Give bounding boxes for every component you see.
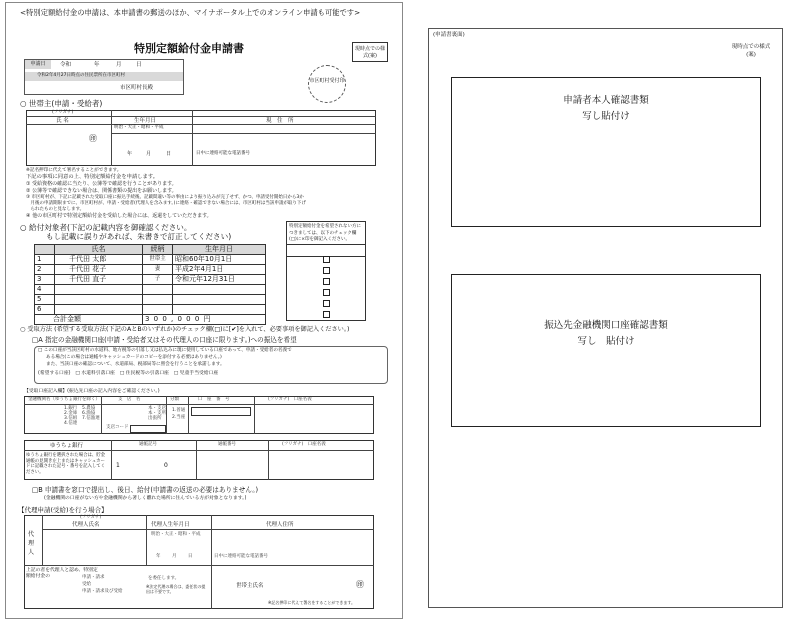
application-form-back [428,28,783,608]
bank-box-title: 振込先金融機関口座確認書類 [544,320,668,331]
recipient-row: 2 千代田 花子 妻 平成2年4月1日 [35,265,266,275]
branch-code-label: 支店コード [106,425,129,430]
decline-checkbox-4[interactable] [323,289,330,296]
bank-account-heading: 【受取口座記入欄】(振込先口座の記入内容をご確認ください。) [24,389,160,394]
option-b-counter[interactable]: □B 申請書を窓口で提出し、後日、給付(申請書の返送の必要はありません。) [32,486,259,494]
proxy-address-label: 代理人住所 [266,522,294,528]
household-head-table [26,110,376,166]
total-row [35,315,266,325]
proxy-name-label: 代理人氏名 [72,522,100,528]
recipients-heading: ○ 給付対象者(下記の記載内容を御確認ください。 [20,223,192,232]
receive-method-heading: ○ 受取方法 (希望する受取方法(下記のAとBのいずれか)のチェック欄(□)に[✔]を入れて、必要事項を御記入ください。) [20,326,350,333]
online-notice: <特別定額給付金の申請は、本申請書の郵送のほか、マイナポータル上でのオンライン申請も可能です> [20,8,361,17]
yucho-label: ゆうちょ銀行 [50,443,84,449]
preferred-account-choices[interactable]: (希望する口座) □ 水道料引落口座 □ 住民税等の引落口座 □ 児童手当受給口座 [38,371,219,376]
bank-box-subtitle: 写し 貼付け [577,336,635,347]
account-number-input[interactable] [191,407,251,416]
back-caption: (申請書裏面) [433,32,465,38]
decline-checkbox-2[interactable] [323,267,330,274]
id-document-paste-area [451,77,761,227]
recipient-row: 3 千代田 直子 子 令和元年12月31日 [35,275,266,285]
decline-checkbox-3[interactable] [323,278,330,285]
decline-checkbox-5[interactable] [323,300,330,307]
mayor-addressee: 市区町村長殿 [120,85,154,91]
head-birth-label: 生年月日 [134,118,157,124]
head-section-heading: ○ 世帯主(申請・受給者) [20,99,103,108]
total-label: 合計金額 [35,315,143,325]
id-box-subtitle: 写し貼付け [582,111,630,122]
id-box-title: 申請者本人確認書類 [563,95,649,106]
application-form-front: <特別定額給付金の申請は、本申請書の郵送のほか、マイナポータル上でのオンライン申請も可能です> 特別定額給付金申請書 現時点での様式(案) 申請日 令和 年 月 日 令和2年4月27日時点の住民票所在市区町村 市区町村長殿 市区町村受付印 ○ 世帯主(申請・受給者) (フリガナ) 氏 名 生年月日 現 住 所 明治・大正・昭和・平成 ㊞ 年 月 日 日中に連絡可能な電話番号 ※記名押印に代えて署名することができます。 下記の事項に同意の上、特別定額給付金を申請します。 ① 受給資格の確認に当たり、公簿等で確認を行うことがあります。 ② 公簿等で確認できない場合は、関係書類の提出をお願いします。 ③ 市区町村が、下記に記載された受取口座に振込手続後、記載間違い等の事由により振り込みが完了せず、かつ、申請受付開始日から3か 月後の申請期限までに、市区町村が、申請・受給者(代理人を含みます。)に連絡・確認できない場合には、市区町村は当該申請が取り下げ られたものと見なします。 ④ 他の市区町村で特別定額給付金を受給した場合には、返還をしていただきます。 ○ 給付対象者(下記の記載内容を御確認ください。 もし記載に誤りがあれば、朱書きで訂正してください) 特別定額給付金を希望されない方につきましては、以下のチェック欄(□)に×印を御記入ください。 氏名 続柄 生年月日 1 千代田 太郎 世帯主 昭和60年10月1日 2 千代田 花子 妻 平成2年4月1日 3 千代田 直子 子 令和元年12月31日 4 5 6 合計金額 3 0 0 , 0 0 0 円 ○ 受取方法 (希望する受取方法(下記のAとBのいずれか)のチェック欄(□)に[✔]を入れて、必要事項を御記入ください。) □A 指定の金融機関口座(申請・受給者又はその代理人の口座に限ります。)への振込を希望 □ この口座が当該区町村の水道料、地方税等の引落し又は払込みに現に使用している口座であって、申請・受給者の名義で ある場合(この場合は通帳やキャッシュカードのコピーを添付する必要はありません。) また、当該口座の確認について、水道部局、税部局等に照会を行うことを承諾します。 (希望する口座) □ 水道料引落口座 □ 住民税等の引落口座 □ 児童手当受給口座 【受取口座記入欄】(振込先口座の記入内容をご確認ください。) 金融機関名（ゆうちょ銀行を除く） 支 店 名 分類 口 座 番 号 (フリガナ) 口座名義 1.銀行 2.金庫 3.信組 4.信連 5.農協 6.漁協 7.信漁連 本・支店 本・支所 出張所 1.普通 2.当座 支店コード ゆうちょ銀行 通帳記号 通帳番号 (フリガナ) 口座名義 ゆうちょ銀行を選択された場合は、貯金通帳の見開き左上またはキャッシュカードに記載された記号・番号を記入してください。 1 0 □B 申請書を窓口で提出し、後日、給付(申請書の返送の必要はありません。) (金融機関の口座がない方や金融機関から著しく離れた場所に住んでいる方が対象となります。) 【代理申請(受給)を行う場合】 代理人 (フリガナ) 代理人氏名 代理人生年月日 代理人住所 明治・大正・昭和・平成 年 月 日 日中に連絡可能な電話番号 上記の者を代理人と認め、特別定額給付金の 申請・請求 受給 申請・請求及び受給 を委任します。 ※法定代理の場合は、委任状の提出は不要です。 世帯主氏名 ㊞ ※記名押印に代えて署名をすることができます。 [5,2,403,619]
branch-code-input[interactable] [130,425,166,433]
sign-note: ※記名押印に代えて署名することができます。 [26,168,122,173]
bank-document-paste-area [451,274,761,427]
proxy-side-label: 代理人 [28,531,35,556]
recipient-row: 6 [35,305,266,315]
receipt-stamp: 市区町村受付印 [308,65,346,103]
decline-checkbox-1[interactable] [323,256,330,263]
recipients-heading-2: もし記載に誤りがあれば、朱書きで訂正してください) [46,232,232,241]
total-amount: 3 0 0 , 0 0 0 円 [143,315,266,325]
head-name-signature-label: 世帯主氏名 [236,583,264,589]
yucho-note: ゆうちょ銀行を選択された場合は、貯金通帳の見開き左上またはキャッシュカードに記載された記号・番号を記入してください。 [26,453,106,475]
back-form-status-stamp: 現時点での様式(案) [731,44,771,58]
proxy-seal-mark: ㊞ [356,580,364,589]
form-title: 特別定額給付金申請書 [134,42,244,55]
proxy-sign-note: ※記名押印に代えて署名をすることができます。 [268,600,356,605]
apply-date-label: 申請日 [25,60,51,69]
head-name-label: 氏 名 [56,118,69,124]
phone-label: 日中に連絡可能な電話番号 [196,151,250,156]
form-status-stamp: 現時点での様式(案) [352,42,388,62]
recipient-row: 5 [35,295,266,305]
proxy-birth-label: 代理人生年月日 [151,522,190,528]
option-b-note: (金融機関の口座がない方や金融機関から著しく離れた場所に住んでいる方が対象となります。) [44,496,247,501]
proxy-heading: 【代理申請(受給)を行う場合】 [18,506,108,514]
seal-mark: ㊞ [89,134,97,143]
head-address-label: 現 住 所 [266,118,294,124]
recipient-row: 1 千代田 太郎 世帯主 昭和60年10月1日 [35,255,266,265]
recipient-row: 4 [35,285,266,295]
decline-note: 特別定額給付金を希望されない方につきましては、以下のチェック欄(□)に×印を御記入ください。 [286,221,366,257]
option-a-bank-transfer[interactable]: □A 指定の金融機関口座(申請・受給者又はその代理人の口座に限ります。)への振込を希望 [32,336,297,344]
proxy-confirm-text: 上記の者を代理人と認め、特別定額給付金の [26,568,98,579]
base-date-note: 令和2年4月27日時点の住民票所在市区町村 [25,72,183,81]
decline-checkbox-6[interactable] [323,311,330,318]
recipients-table: 氏名 続柄 生年月日 1 千代田 太郎 世帯主 昭和60年10月1日 2 千代田 花子 妻 平成2年4月1日 3 千代田 直子 子 令和元年12月31日 4 5 6 合計金額 3 0 0 , 0 0 0 円 [34,244,266,325]
